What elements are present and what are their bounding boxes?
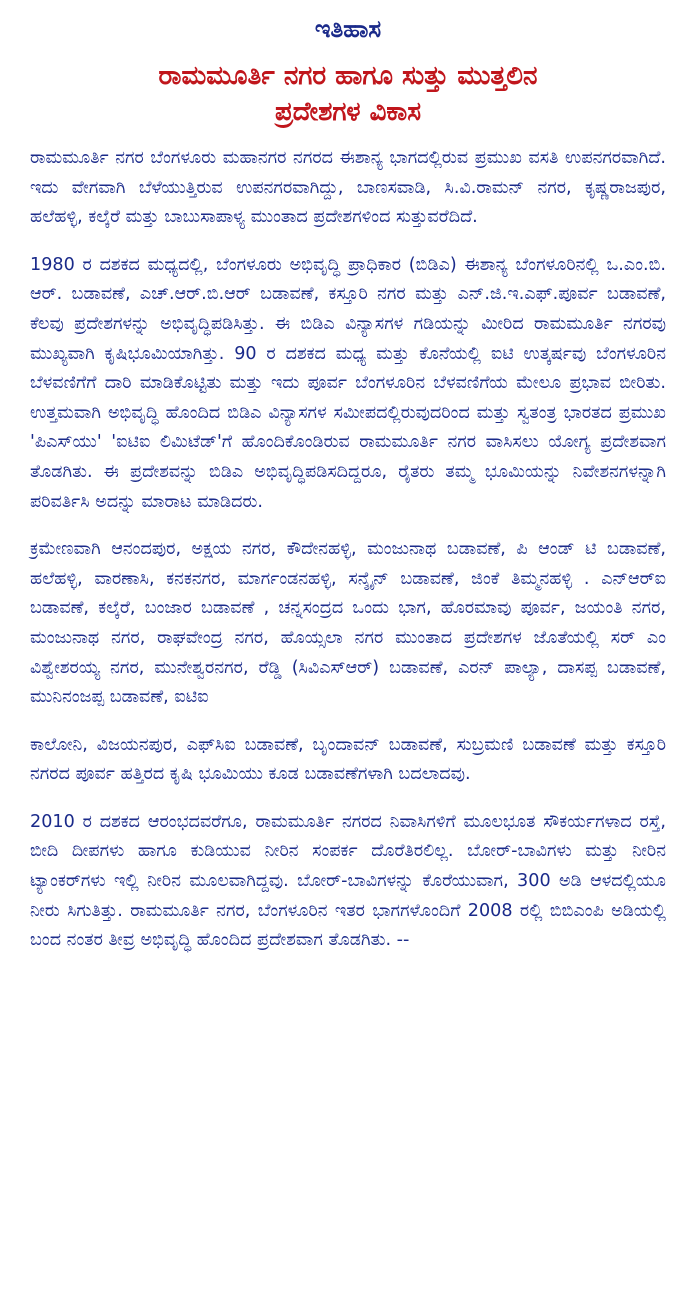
paragraph-intro: ರಾಮಮೂರ್ತಿ ನಗರ ಬೆಂಗಳೂರು ಮಹಾನಗರ ನಗರದ ಈಶಾನ್ಯ ಭಾಗದಲ್ಲಿರುವ ಪ್ರಮುಖ ವಸತಿ ಉಪನಗರವಾಗಿದೆ. ಇದು ವೇಗವಾಗಿ ಬೆಳೆಯುತ್ತಿರುವ ಉಪನಗರವಾಗಿದ್ದು, ಬಾಣಸವಾಡಿ, ಸಿ.ವಿ.ರಾಮನ್ ನಗರ, ಕೃಷ್ಣರಾಜಪುರ, ಹಲೆಹಳ್ಳಿ, ಕಲ್ಕೆರೆ ಮತ್ತು ಬಾಬುಸಾಪಾಳ್ಯ ಮುಂತಾದ ಪ್ರದೇಶಗಳಿಂದ ಸುತ್ತುವರೆದಿದೆ. <box>30 148 666 228</box>
paragraph-layouts-continued: ಕಾಲೋನಿ, ವಿಜಯನಪುರ, ಎಫ್‌ಸಿಐ ಬಡಾವಣೆ, ಬೃಂದಾವನ್ ಬಡಾವಣೆ, ಸುಬ್ರಮಣಿ ಬಡಾವಣೆ ಮತ್ತು ಕಸ್ತೂರಿ ನಗರದ ಪೂರ್ವ ಹತ್ತಿರದ ಕೃಷಿ ಭೂಮಿಯು ಕೂಡ ಬಡಾವಣೆಗಳಾಗಿ ಬದಲಾದವು. <box>30 734 666 785</box>
paragraph-layouts: ಕ್ರಮೇಣವಾಗಿ ಆನಂದಪುರ, ಅಕ್ಷಯ ನಗರ, ಕೌದೇನಹಳ್ಳಿ, ಮಂಜುನಾಥ ಬಡಾವಣೆ, ಪಿ ಆಂಡ್ ಟಿ ಬಡಾವಣೆ, ಹಲೆಹಳ್ಳಿ, ವಾರಣಾಸಿ, ಕನಕನಗರ, ಮಾರ್ಗಂಡನಹಳ್ಳಿ, ಸನ್ಶೈನ್ ಬಡಾವಣೆ, ಜಿಂಕೆ ತಿಮ್ಮನಹಳ್ಳಿ . ಎನ್‌ಆರ್‌ಐ ಬಡಾವಣೆ, ಕಲ್ಕೆರೆ, ಬಂಜಾರ ಬಡಾವಣೆ , ಚನ್ನಸಂದ್ರದ ಒಂದು ಭಾಗ, ಹೊರಮಾವು ಪೂರ್ವ, ಜಯಂತಿ ನಗರ, ಮಂಜುನಾಥ ನಗರ, ರಾಘವೇಂದ್ರ ನಗರ, ಹೊಯ್ಸಲಾ ನಗರ ಮುಂತಾದ ಪ್ರದೇಶಗಳ ಜೊತೆಯಲ್ಲಿ ಸರ್ ಎಂ ವಿಶ್ವೇಶರಯ್ಯ ನಗರ, ಮುನೇಶ್ವರನಗರ, ರೆಡ್ಡಿ (ಸಿವಿಎಸ್‌ಆರ್) ಬಡಾವಣೆ, ಎರನ್ ಪಾಲ್ಯಾ, ದಾಸಪ್ಪ ಬಡಾವಣೆ, ಮುನಿನಂಜಪ್ಪ ಬಡಾವಣೆ, ಐಟಿಐ <box>30 539 666 708</box>
paragraph-1980s: 1980 ರ ದಶಕದ ಮಧ್ಯದಲ್ಲಿ, ಬೆಂಗಳೂರು ಅಭಿವೃದ್ಧಿ ಪ್ರಾಧಿಕಾರ (ಬಿಡಿಎ) ಈಶಾನ್ಯ ಬೆಂಗಳೂರಿನಲ್ಲಿ ಒ.ಎಂ.ಬಿ. ಆರ್. ಬಡಾವಣೆ, ಎಚ್.ಆರ್.ಬಿ.ಆರ್ ಬಡಾವಣೆ, ಕಸ್ತೂರಿ ನಗರ ಮತ್ತು ಎನ್.ಜಿ.ಇ.ಎಫ್.ಪೂರ್ವ ಬಡಾವಣೆ, ಕೆಲವು ಪ್ರದೇಶಗಳನ್ನು ಅಭಿವೃದ್ಧಿಪಡಿಸಿತ್ತು. ಈ ಬಿಡಿಎ ವಿನ್ಯಾಸಗಳ ಗಡಿಯನ್ನು ಮೀರಿದ ರಾಮಮೂರ್ತಿ ನಗರವು ಮುಖ್ಯವಾಗಿ ಕೃಷಿಭೂಮಿಯಾಗಿತ್ತು. 90 ರ ದಶಕದ ಮಧ್ಯ ಮತ್ತು ಕೊನೆಯಲ್ಲಿ ಐಟಿ ಉತ್ಕರ್ಷವು ಬೆಂಗಳೂರಿನ ಬೆಳವಣಿಗೆಗೆ ದಾರಿ ಮಾಡಿಕೊಟ್ಟಿತು ಮತ್ತು ಇದು ಪೂರ್ವ ಬೆಂಗಳೂರಿನ ಬೆಳವಣಿಗೆಯ ಮೇಲೂ ಪ್ರಭಾವ ಬೀರಿತು. ಉತ್ತಮವಾಗಿ ಅಭಿವೃದ್ಧಿ ಹೊಂದಿದ ಬಿಡಿಎ ವಿನ್ಯಾಸಗಳ ಸಮೀಪದಲ್ಲಿರುವುದರಿಂದ ಮತ್ತು ಸ್ವತಂತ್ರ ಭಾರತದ ಪ್ರಮುಖ 'ಪಿಎಸ್‌ಯು' 'ಐಟಿಐ ಲಿಮಿಟೆಡ್'ಗೆ ಹೊಂದಿಕೊಂಡಿರುವ ರಾಮಮೂರ್ತಿ ನಗರ ವಾಸಿಸಲು ಯೋಗ್ಯ ಪ್ರದೇಶವಾಗ ತೊಡಗಿತು. ಈ ಪ್ರದೇಶವನ್ನು ಬಿಡಿಎ ಅಭಿವೃದ್ಧಿಪಡಿಸದಿದ್ದರೂ, ರೈತರು ತಮ್ಮ ಭೂಮಿಯನ್ನು ನಿವೇಶನಗಳನ್ನಾಗಿ ಪರಿವರ್ತಿಸಿ ಅದನ್ನು ಮಾರಾಟ ಮಾಡಿದರು. <box>30 254 666 512</box>
page-title <box>30 58 666 130</box>
paragraph-2010s: 2010 ರ ದಶಕದ ಆರಂಭದವರೆಗೂ, ರಾಮಮೂರ್ತಿ ನಗರದ ನಿವಾಸಿಗಳಿಗೆ ಮೂಲಭೂತ ಸೌಕರ್ಯಗಳಾದ ರಸ್ತೆ, ಬೀದಿ ದೀಪಗಳು ಹಾಗೂ ಕುಡಿಯುವ ನೀರಿನ ಸಂಪರ್ಕ ದೊರೆತಿರಲಿಲ್ಲ. ಬೋರ್-ಬಾವಿಗಳು ಮತ್ತು ನೀರಿನ ಟ್ಯಾಂಕರ್‌ಗಳು ಇಲ್ಲಿ ನೀರಿನ ಮೂಲವಾಗಿದ್ದವು. ಬೋರ್-ಬಾವಿಗಳನ್ನು ಕೊರೆಯುವಾಗ, 300 ಅಡಿ ಆಳದಲ್ಲಿಯೂ ನೀರು ಸಿಗುತಿತ್ತು. ರಾಮಮೂರ್ತಿ ನಗರ, ಬೆಂಗಳೂರಿನ ಇತರ ಭಾಗಗಳೊಂದಿಗೆ 2008 ರಲ್ಲಿ ಬಿಬಿಎಂಪಿ ಅಡಿಯಲ್ಲಿ ಬಂದ ನಂತರ ತೀವ್ರ ಅಭಿವೃದ್ಧಿ ಹೊಂದಿದ ಪ್ರದೇಶವಾಗ ತೊಡಗಿತು. -- <box>30 811 666 951</box>
title-line-2: ಪ್ರದೇಶಗಳ ವಿಕಾಸ <box>274 97 422 127</box>
title-line-1: ರಾಮಮೂರ್ತಿ ನಗರ ಹಾಗೂ ಸುತ್ತು ಮುತ್ತಲಿನ <box>158 61 538 91</box>
section-heading: ಇತಿಹಾಸ <box>314 15 382 43</box>
